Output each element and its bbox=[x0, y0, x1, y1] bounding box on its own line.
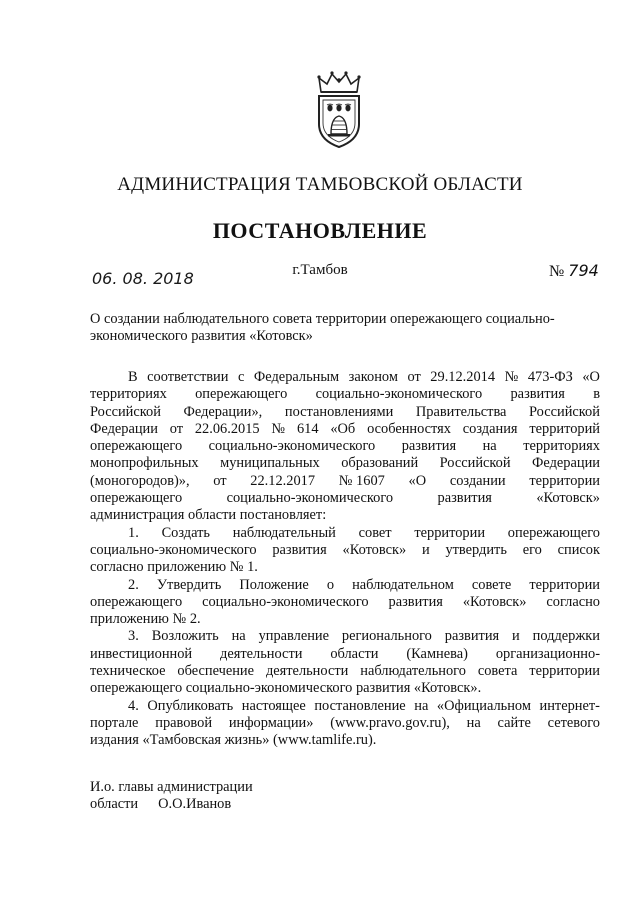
signatory-position-region: области bbox=[90, 796, 139, 812]
body-word: с bbox=[238, 369, 245, 385]
body-word: социально-экономического bbox=[202, 593, 369, 610]
document-subject bbox=[90, 311, 610, 345]
body-word: опережающего bbox=[507, 524, 600, 541]
body-line bbox=[90, 594, 600, 611]
body-word: Опубликовать bbox=[147, 697, 234, 714]
body-word: № 1607 bbox=[338, 472, 385, 489]
body-word: инвестиционной bbox=[90, 645, 193, 662]
document-type-title: ПОСТАНОВЛЕНИЕ bbox=[212, 218, 428, 243]
body-line bbox=[90, 715, 600, 732]
body-word: о bbox=[326, 576, 335, 593]
body-word: совете bbox=[471, 576, 512, 593]
body-word: территории bbox=[414, 524, 486, 541]
body-word: 2. bbox=[128, 576, 139, 593]
body-word: социально-экономического bbox=[315, 386, 483, 403]
body-word: 4. bbox=[128, 697, 139, 714]
body-word: администрация bbox=[90, 507, 185, 524]
body-word: Возложить bbox=[151, 628, 219, 645]
body-word: развития bbox=[388, 593, 443, 610]
body-word: территориях bbox=[523, 438, 600, 455]
body-word: «Об bbox=[330, 420, 356, 437]
body-word: развития bbox=[355, 680, 411, 697]
body-word: Утвердить bbox=[156, 576, 222, 593]
body-word: (моногородов)», bbox=[90, 472, 190, 489]
body-word: совет bbox=[358, 524, 392, 541]
body-word: территориях bbox=[90, 386, 167, 403]
body-line bbox=[90, 421, 600, 438]
body-word: на bbox=[482, 438, 497, 455]
body-word: (www.tamlife.ru). bbox=[273, 732, 377, 749]
body-word: управление bbox=[258, 628, 330, 645]
body-word: согласно bbox=[546, 593, 600, 610]
body-word: муниципальных bbox=[220, 455, 320, 472]
body-line bbox=[90, 525, 600, 542]
body-line bbox=[90, 663, 600, 680]
body-word: его bbox=[522, 541, 542, 558]
body-word: информации» bbox=[228, 714, 314, 731]
body-word: развития bbox=[272, 541, 327, 558]
body-word: В bbox=[128, 369, 138, 385]
body-word: «О bbox=[408, 472, 427, 489]
body-word: наблюдательный bbox=[232, 524, 336, 541]
body-word: утвердить bbox=[445, 541, 507, 558]
body-line bbox=[90, 732, 600, 749]
body-word: на bbox=[466, 714, 481, 731]
body-word: 22.12.2017 bbox=[250, 472, 316, 489]
body-word: Федеральным bbox=[253, 369, 340, 385]
body-word: опережающего bbox=[90, 490, 183, 507]
body-word: жизнь» bbox=[224, 732, 270, 749]
body-word: приложению bbox=[147, 559, 227, 576]
body-word: (www.pravo.gov.ru), bbox=[330, 714, 450, 731]
body-word: образований bbox=[341, 455, 419, 472]
body-word: Федерации», bbox=[183, 403, 263, 420]
body-word: «Котовск» bbox=[462, 593, 527, 610]
body-word: законом bbox=[348, 369, 398, 385]
body-word: постановлениями bbox=[284, 403, 394, 420]
body-word: «Тамбовская bbox=[142, 732, 221, 749]
body-line bbox=[90, 507, 600, 524]
body-word: «Котовск». bbox=[413, 680, 482, 697]
issuing-authority: АДМИНИСТРАЦИЯ ТАМБОВСКОЙ ОБЛАСТИ bbox=[117, 174, 523, 195]
body-word: совета bbox=[477, 663, 518, 680]
body-word: на bbox=[231, 628, 246, 645]
body-line bbox=[90, 559, 600, 576]
body-word: № bbox=[504, 369, 519, 385]
body-word: наблюдательного bbox=[360, 663, 466, 680]
body-word: деятельности bbox=[220, 645, 303, 662]
body-word: развития bbox=[444, 628, 500, 645]
body-word: портале bbox=[90, 714, 139, 731]
signatory-position: И.о. главы администрации bbox=[90, 779, 253, 795]
body-word: соответствии bbox=[147, 369, 229, 385]
body-word: постановление bbox=[314, 697, 406, 714]
body-word: развития bbox=[510, 386, 565, 403]
body-word: сайте bbox=[497, 714, 531, 731]
body-word: 614 bbox=[296, 420, 319, 437]
body-word: постановляет: bbox=[239, 507, 327, 524]
body-line bbox=[90, 628, 600, 645]
body-word: 29.12.2014 bbox=[430, 369, 496, 385]
subject-line: О создании наблюдательного совета территории опережающего социально- bbox=[90, 311, 555, 327]
body-word: 473-ФЗ bbox=[527, 369, 573, 385]
body-line bbox=[90, 577, 600, 594]
body-word: и bbox=[512, 628, 520, 645]
body-word: развития bbox=[437, 490, 492, 507]
body-word: № 2. bbox=[172, 611, 201, 628]
body-word: опережающего bbox=[195, 386, 288, 403]
body-word: территорий bbox=[529, 420, 600, 437]
body-word: «О bbox=[582, 369, 600, 385]
body-word: «Котовск» bbox=[536, 490, 600, 507]
body-word: Федерации bbox=[90, 420, 158, 437]
body-word: опережающего bbox=[90, 438, 183, 455]
body-word: регионального bbox=[341, 628, 432, 645]
body-line bbox=[90, 369, 600, 386]
body-word: «Официальном bbox=[436, 697, 531, 714]
body-word: территории bbox=[529, 576, 600, 593]
body-word: территории bbox=[529, 663, 600, 680]
body-word: 22.06.2015 bbox=[194, 420, 260, 437]
body-word: издания bbox=[90, 732, 139, 749]
subject-line: экономического развития «Котовск» bbox=[90, 328, 313, 344]
body-word: правовой bbox=[155, 714, 213, 731]
body-word: приложению bbox=[90, 611, 169, 628]
body-word: территории bbox=[529, 472, 600, 489]
body-word: социально-экономического bbox=[226, 490, 394, 507]
body-word: социально-экономического bbox=[90, 541, 257, 558]
body-line bbox=[90, 455, 600, 472]
body-word: настоящее bbox=[241, 697, 306, 714]
signatory-name: О.О.Иванов bbox=[158, 796, 232, 812]
signature-block bbox=[90, 779, 253, 813]
body-word: сетевого bbox=[547, 714, 600, 731]
body-word: опережающего bbox=[90, 593, 183, 610]
body-word: (Камнева) bbox=[406, 645, 468, 662]
body-word: в bbox=[593, 386, 600, 403]
body-word: от bbox=[407, 369, 421, 385]
body-word: список bbox=[557, 541, 600, 558]
document-date: 06. 08. 2018 bbox=[92, 269, 194, 288]
tambov-coat-of-arms-icon bbox=[307, 70, 371, 150]
body-word: 1. bbox=[128, 524, 139, 541]
body-word: обеспечение bbox=[177, 663, 255, 680]
body-word: № 1. bbox=[229, 559, 258, 576]
body-line bbox=[90, 680, 600, 697]
body-word: 3. bbox=[128, 628, 139, 645]
body-word: социально-экономического bbox=[185, 680, 353, 697]
body-line bbox=[90, 698, 600, 715]
body-word: организационно- bbox=[495, 645, 600, 662]
body-line bbox=[90, 404, 600, 421]
body-word: от bbox=[213, 472, 227, 489]
body-line bbox=[90, 542, 600, 559]
body-word: «Котовск» bbox=[342, 541, 407, 558]
body-word: развития bbox=[401, 438, 457, 455]
body-word: социально-экономического bbox=[208, 438, 376, 455]
body-word: № bbox=[271, 420, 286, 437]
body-word: деятельности bbox=[265, 663, 349, 680]
body-line bbox=[90, 473, 600, 490]
body-word: Федерации bbox=[532, 455, 600, 472]
body-word: Российской bbox=[90, 403, 161, 420]
body-word: согласно bbox=[90, 559, 144, 576]
body-line bbox=[90, 438, 600, 455]
body-word: Положение bbox=[239, 576, 309, 593]
document-number bbox=[549, 261, 599, 281]
body-word: области bbox=[330, 645, 379, 662]
body-word: от bbox=[169, 420, 184, 437]
body-word: техническое bbox=[90, 663, 166, 680]
body-word: создании bbox=[449, 472, 506, 489]
body-word: интернет- bbox=[539, 697, 600, 714]
body-word: поддержки bbox=[532, 628, 600, 645]
number-value: 794 bbox=[568, 261, 599, 280]
body-word: на bbox=[414, 697, 429, 714]
body-word: Правительства bbox=[415, 403, 507, 420]
body-word: опережающего bbox=[90, 680, 183, 697]
body-word: создания bbox=[462, 420, 518, 437]
body-line bbox=[90, 386, 600, 403]
body-word: Российской bbox=[529, 403, 600, 420]
body-word: Российской bbox=[439, 455, 511, 472]
body-line bbox=[90, 611, 600, 628]
body-line bbox=[90, 646, 600, 663]
body-word: Создать bbox=[161, 524, 210, 541]
body-word: области bbox=[188, 507, 237, 524]
number-sign: № bbox=[549, 263, 565, 280]
document-body bbox=[90, 369, 600, 750]
body-word: особенностях bbox=[367, 420, 451, 437]
document-city: г.Тамбов bbox=[292, 262, 348, 278]
body-word: и bbox=[421, 541, 430, 558]
body-line bbox=[90, 490, 600, 507]
body-word: наблюдательном bbox=[352, 576, 454, 593]
body-word: монопрофильных bbox=[90, 455, 199, 472]
